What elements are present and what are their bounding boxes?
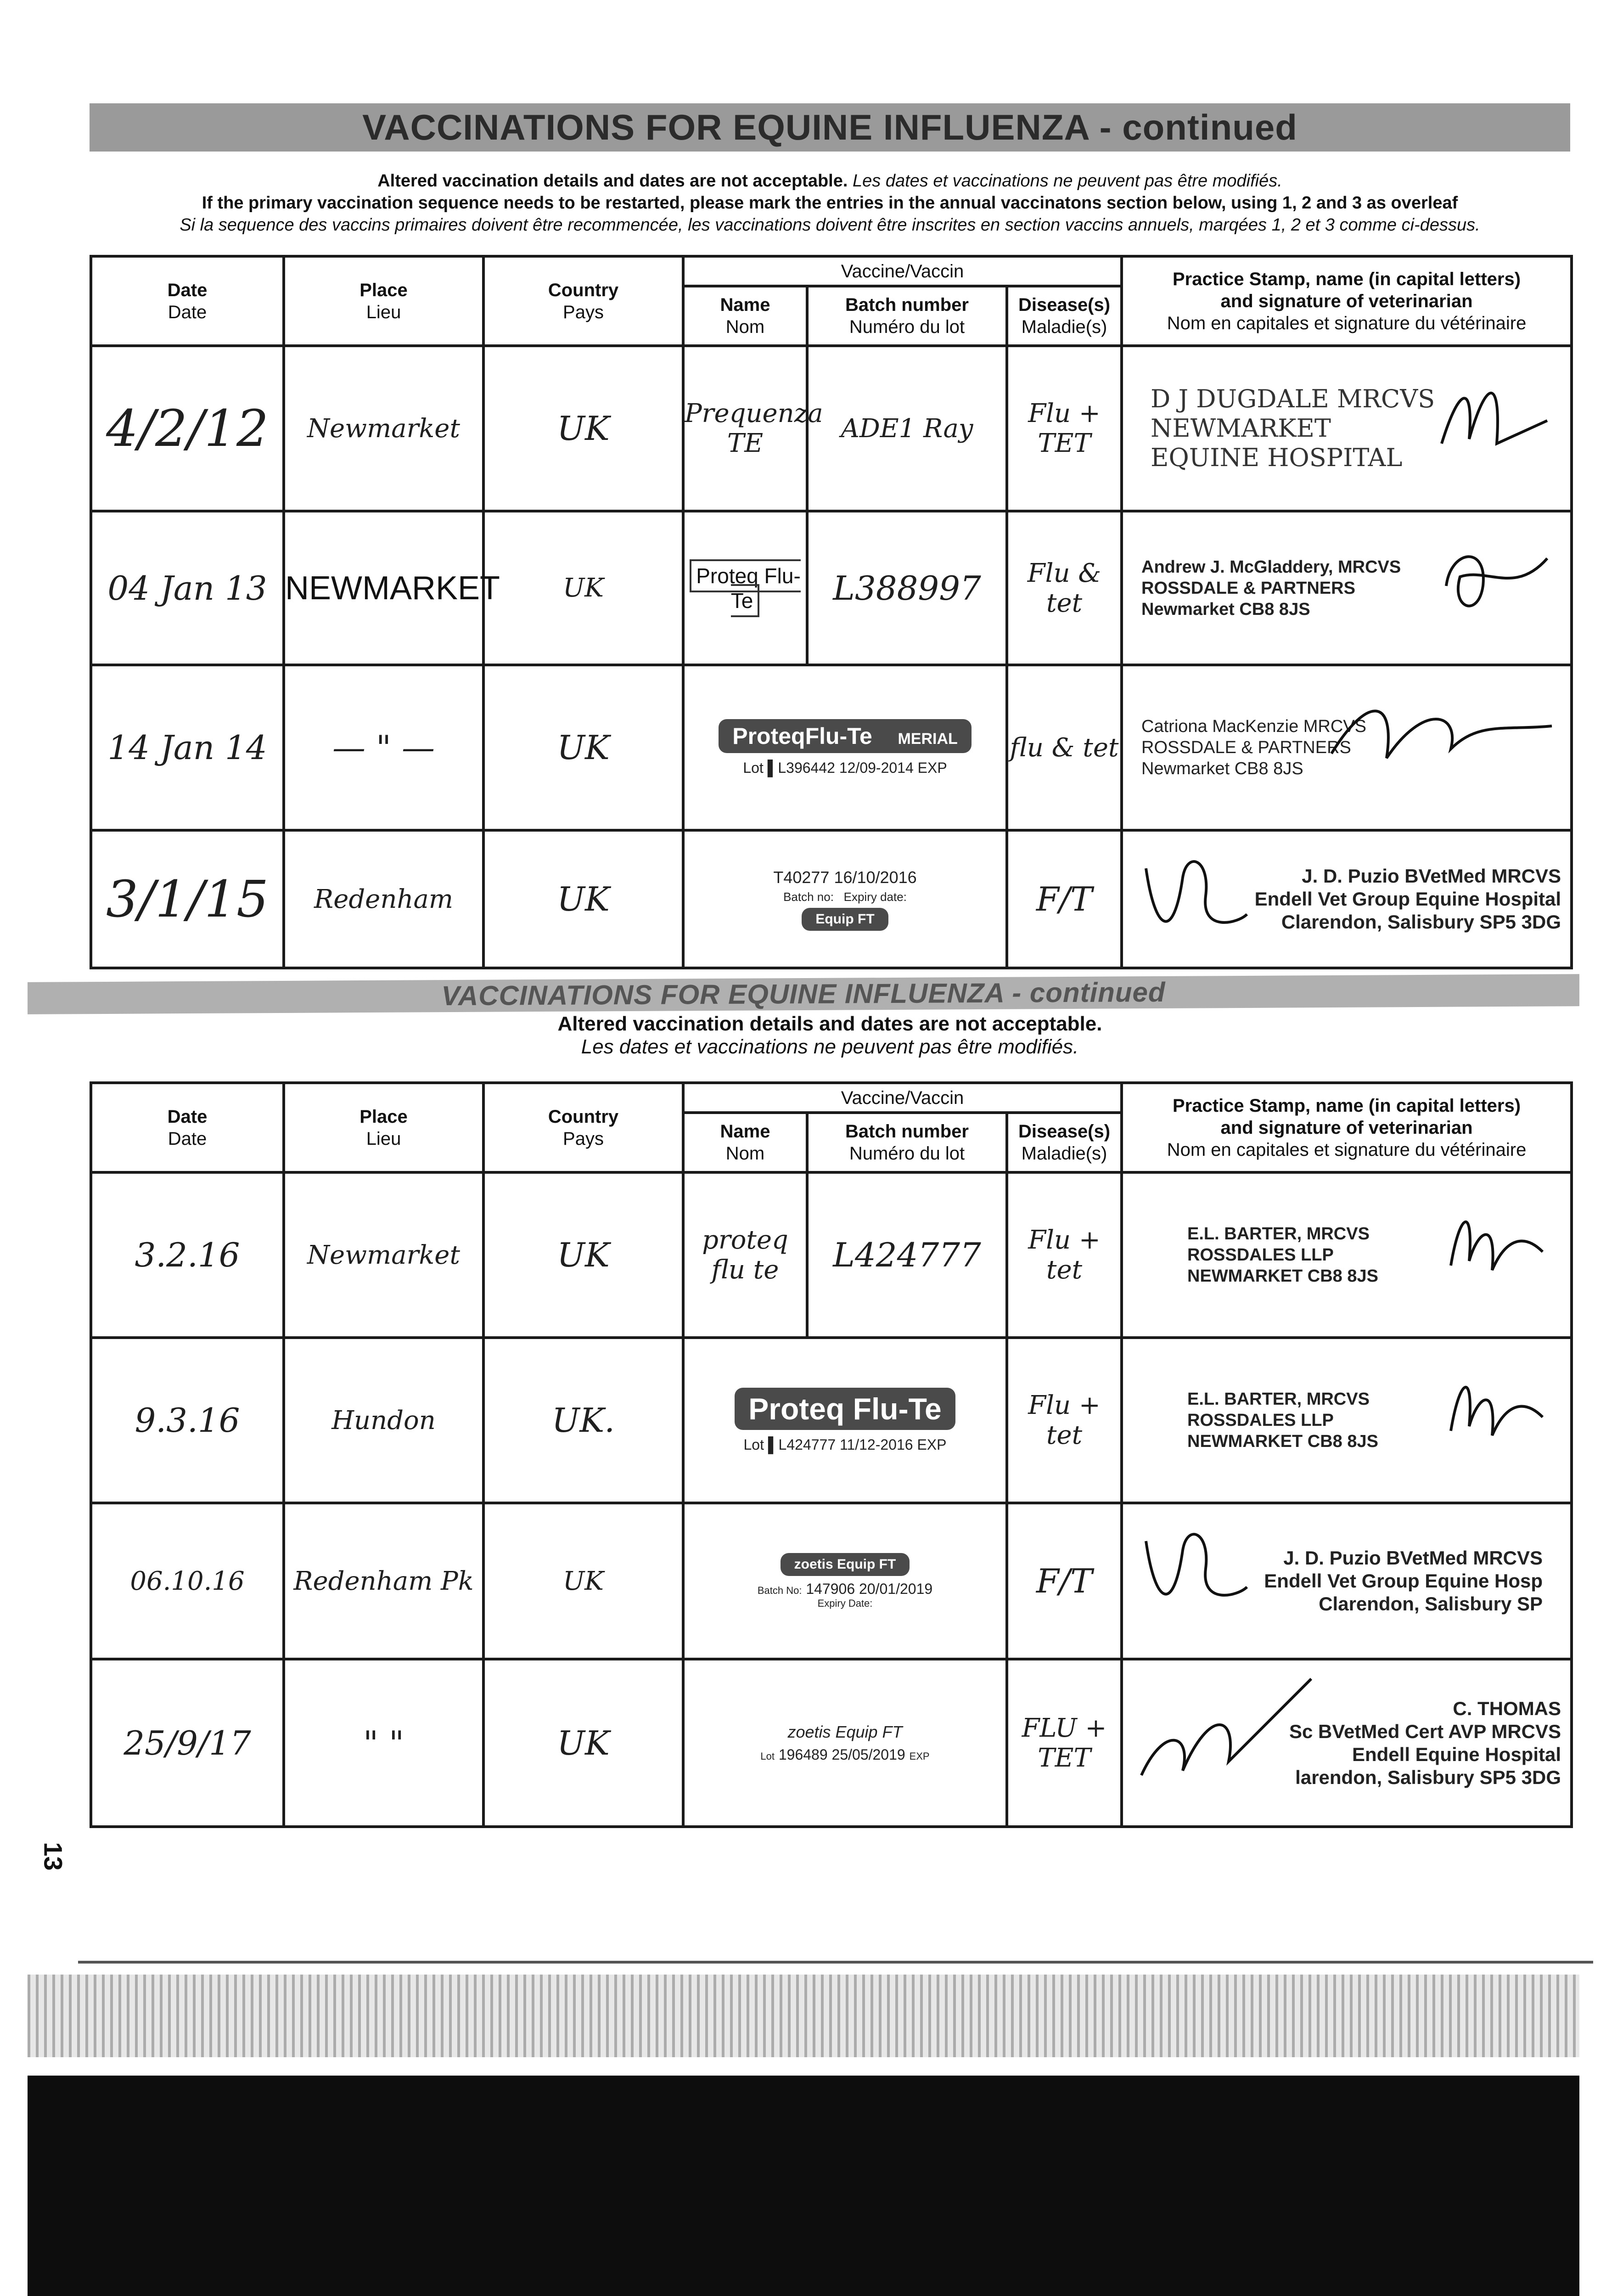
table-row <box>91 1172 1572 1338</box>
cell-place: Redenham <box>284 830 483 968</box>
signature-icon <box>1128 1670 1320 1789</box>
cell-date: 3/1/15 <box>91 830 284 968</box>
page-banner-top: VACCINATIONS FOR EQUINE INFLUENZA - continued <box>90 103 1570 152</box>
header-vaccine: Vaccine/Vaccin <box>683 256 1122 286</box>
sticker-name: zoetis Equip FT <box>787 1722 903 1741</box>
cell-country: UK <box>483 1659 683 1827</box>
page-banner-middle: VACCINATIONS FOR EQUINE INFLUENZA - continued <box>28 974 1579 1014</box>
signature-icon <box>1432 531 1552 623</box>
note-italic: Les dates et vaccinations ne peuvent pas être modifiés. <box>581 1035 1079 1058</box>
vet-stamp: Andrew J. McGladdery, MRCVS ROSSDALE & PARTNERS Newmarket CB8 8JS <box>1141 557 1401 619</box>
vet-stamp: J. D. Puzio BVetMed MRCVS Endell Vet Group Equine Hospital Clarendon, Salisbury SP5 3DG <box>1254 865 1561 933</box>
table-row <box>91 1659 1572 1827</box>
note-bold: Altered vaccination details and dates are not acceptable. <box>377 171 848 191</box>
cell-sticker: zoetis Equip FT Batch No: 147906 20/01/2019 Expiry Date: <box>683 1503 1007 1659</box>
cell-name: proteq flu te <box>683 1172 807 1338</box>
header-country: Country Pays <box>483 256 683 346</box>
cell-stamp <box>1122 830 1572 968</box>
page-number: 13 <box>39 1842 68 1871</box>
cell-date: 04 Jan 13 <box>91 511 284 665</box>
cell-place: " " <box>284 1659 483 1827</box>
note-restart: If the primary vaccination sequence needs to be restarted, please mark the entries in the annual vaccinatons section below, using 1, 2 and 3 as overleaf <box>202 193 1458 213</box>
sticker-name: Equip FT <box>802 908 888 931</box>
cell-disease: FLU + TET <box>1007 1659 1122 1827</box>
vet-stamp: Catriona MacKenzie MRCVS ROSSDALE & PARTNERS Newmarket CB8 8JS <box>1141 717 1366 778</box>
cell-date: 25/9/17 <box>91 1659 284 1827</box>
cell-name: Proteq Flu-Te <box>683 511 807 665</box>
signature-icon <box>1322 685 1561 777</box>
cell-country: UK <box>483 346 683 511</box>
signature-icon <box>1432 1357 1552 1449</box>
signature-icon <box>1432 366 1552 457</box>
cell-country: UK <box>483 1503 683 1659</box>
cell-country: UK <box>483 665 683 830</box>
table-row <box>91 665 1572 830</box>
header-stamp: Practice Stamp, name (in capital letters) and signature of veterinarian Nom en capitales et signature du vétérinaire <box>1122 1083 1572 1172</box>
cell-place: NEWMARKET <box>284 511 483 665</box>
page-edge-strip <box>28 1975 1579 2057</box>
table-row <box>91 830 1572 968</box>
cell-name: Prequenza TE <box>683 346 807 511</box>
note-bold: Altered vaccination details and dates are not acceptable. <box>557 1013 1102 1035</box>
header-name: Name Nom <box>683 1113 807 1172</box>
signature-icon <box>1137 1514 1256 1624</box>
note-italic: Les dates et vaccinations ne peuvent pas être modifiés. <box>853 171 1282 191</box>
cell-date: 3.2.16 <box>91 1172 284 1338</box>
cell-place: — " — <box>284 665 483 830</box>
cell-date: 06.10.16 <box>91 1503 284 1659</box>
cell-disease: Flu + TET <box>1007 346 1122 511</box>
cell-stamp <box>1122 1503 1572 1659</box>
cell-sticker <box>683 665 1007 830</box>
table-row <box>91 511 1572 665</box>
cell-disease: Flu + tet <box>1007 1172 1122 1338</box>
header-stamp: Practice Stamp, name (in capital letters) and signature of veterinarian Nom en capitales et signature du vétérinaire <box>1122 256 1572 346</box>
cell-batch: L424777 <box>807 1172 1007 1338</box>
cell-sticker: Proteq Flu-Te Lot ▌L424777 11/12-2016 EXP <box>683 1338 1007 1503</box>
cell-batch: L388997 <box>807 511 1007 665</box>
cell-place: Hundon <box>284 1338 483 1503</box>
cell-batch: ADE1 Ray <box>807 346 1007 511</box>
vet-stamp: D J DUGDALE MRCVS NEWMARKET EQUINE HOSPITAL <box>1151 384 1435 472</box>
scan-dark-band <box>28 2076 1579 2296</box>
signature-icon <box>1137 841 1256 951</box>
cell-disease: flu & tet <box>1007 665 1122 830</box>
vet-stamp: E.L. BARTER, MRCVS ROSSDALES LLP NEWMARKET CB8 8JS <box>1187 1224 1378 1286</box>
vet-stamp: C. THOMAS Sc BVetMed Cert AVP MRCVS Endell Equine Hospital larendon, Salisbury SP5 3DG <box>1289 1697 1561 1788</box>
header-batch: Batch number Numéro du lot <box>807 286 1007 346</box>
cell-date: 14 Jan 14 <box>91 665 284 830</box>
header-date: Date Date <box>91 256 284 346</box>
header-name: Name Nom <box>683 286 807 346</box>
cell-disease: F/T <box>1007 830 1122 968</box>
header-batch: Batch number Numéro du lot <box>807 1113 1007 1172</box>
cell-stamp <box>1122 1338 1572 1503</box>
vaccine-sticker: ProteqFlu-Te MERIAL Lot ▌L396442 12/09-2014 EXP <box>685 719 1005 777</box>
instructions-top <box>90 170 1570 236</box>
vet-stamp: J. D. Puzio BVetMed MRCVS Endell Vet Group Equine Hosp Clarendon, Salisbury SP <box>1264 1547 1543 1615</box>
cell-place: Newmarket <box>284 1172 483 1338</box>
cell-stamp <box>1122 1659 1572 1827</box>
cell-stamp <box>1122 511 1572 665</box>
cell-stamp <box>1122 346 1572 511</box>
cell-place: Newmarket <box>284 346 483 511</box>
table-row <box>91 346 1572 511</box>
cell-disease: Flu + tet <box>1007 1338 1122 1503</box>
sticker-name: zoetis Equip FT <box>781 1553 910 1576</box>
header-disease: Disease(s) Maladie(s) <box>1007 1113 1122 1172</box>
sticker-name: ProteqFlu-Te MERIAL <box>719 719 972 753</box>
table-row <box>91 1503 1572 1659</box>
sticker-name: Proteq Flu-Te <box>735 1388 955 1430</box>
header-place: Place Lieu <box>284 256 483 346</box>
cell-disease: F/T <box>1007 1503 1122 1659</box>
cell-country: UK <box>483 830 683 968</box>
note-restart-fr: Si la sequence des vaccins primaires doivent être recommencée, les vaccinations doivent être inscrites en section vaccins annuels, marqées 1, 2 et 3 comme ci-dessus. <box>180 215 1480 235</box>
header-place: Place Lieu <box>284 1083 483 1172</box>
cell-place: Redenham Pk <box>284 1503 483 1659</box>
cell-date: 9.3.16 <box>91 1338 284 1503</box>
cell-sticker: T40277 16/10/2016 Batch no: Expiry date: Equip FT <box>683 830 1007 968</box>
cell-stamp <box>1122 665 1572 830</box>
signature-icon <box>1432 1192 1552 1284</box>
header-disease: Disease(s) Maladie(s) <box>1007 286 1122 346</box>
vaccination-table-2 <box>90 1081 1573 1828</box>
cell-sticker: zoetis Equip FT Lot 196489 25/05/2019 EXP <box>683 1659 1007 1827</box>
header-date: Date Date <box>91 1083 284 1172</box>
cell-stamp <box>1122 1172 1572 1338</box>
cell-country: UK <box>483 511 683 665</box>
cell-country: UK <box>483 1172 683 1338</box>
instructions-middle <box>90 1013 1570 1058</box>
cell-disease: Flu & tet <box>1007 511 1122 665</box>
vaccination-table-1 <box>90 255 1573 969</box>
header-country: Country Pays <box>483 1083 683 1172</box>
table-row <box>91 1338 1572 1503</box>
cell-date: 4/2/12 <box>91 346 284 511</box>
vet-stamp: E.L. BARTER, MRCVS ROSSDALES LLP NEWMARKET CB8 8JS <box>1187 1390 1378 1451</box>
divider-line <box>78 1961 1593 1964</box>
header-vaccine: Vaccine/Vaccin <box>683 1083 1122 1113</box>
cell-country: UK. <box>483 1338 683 1503</box>
